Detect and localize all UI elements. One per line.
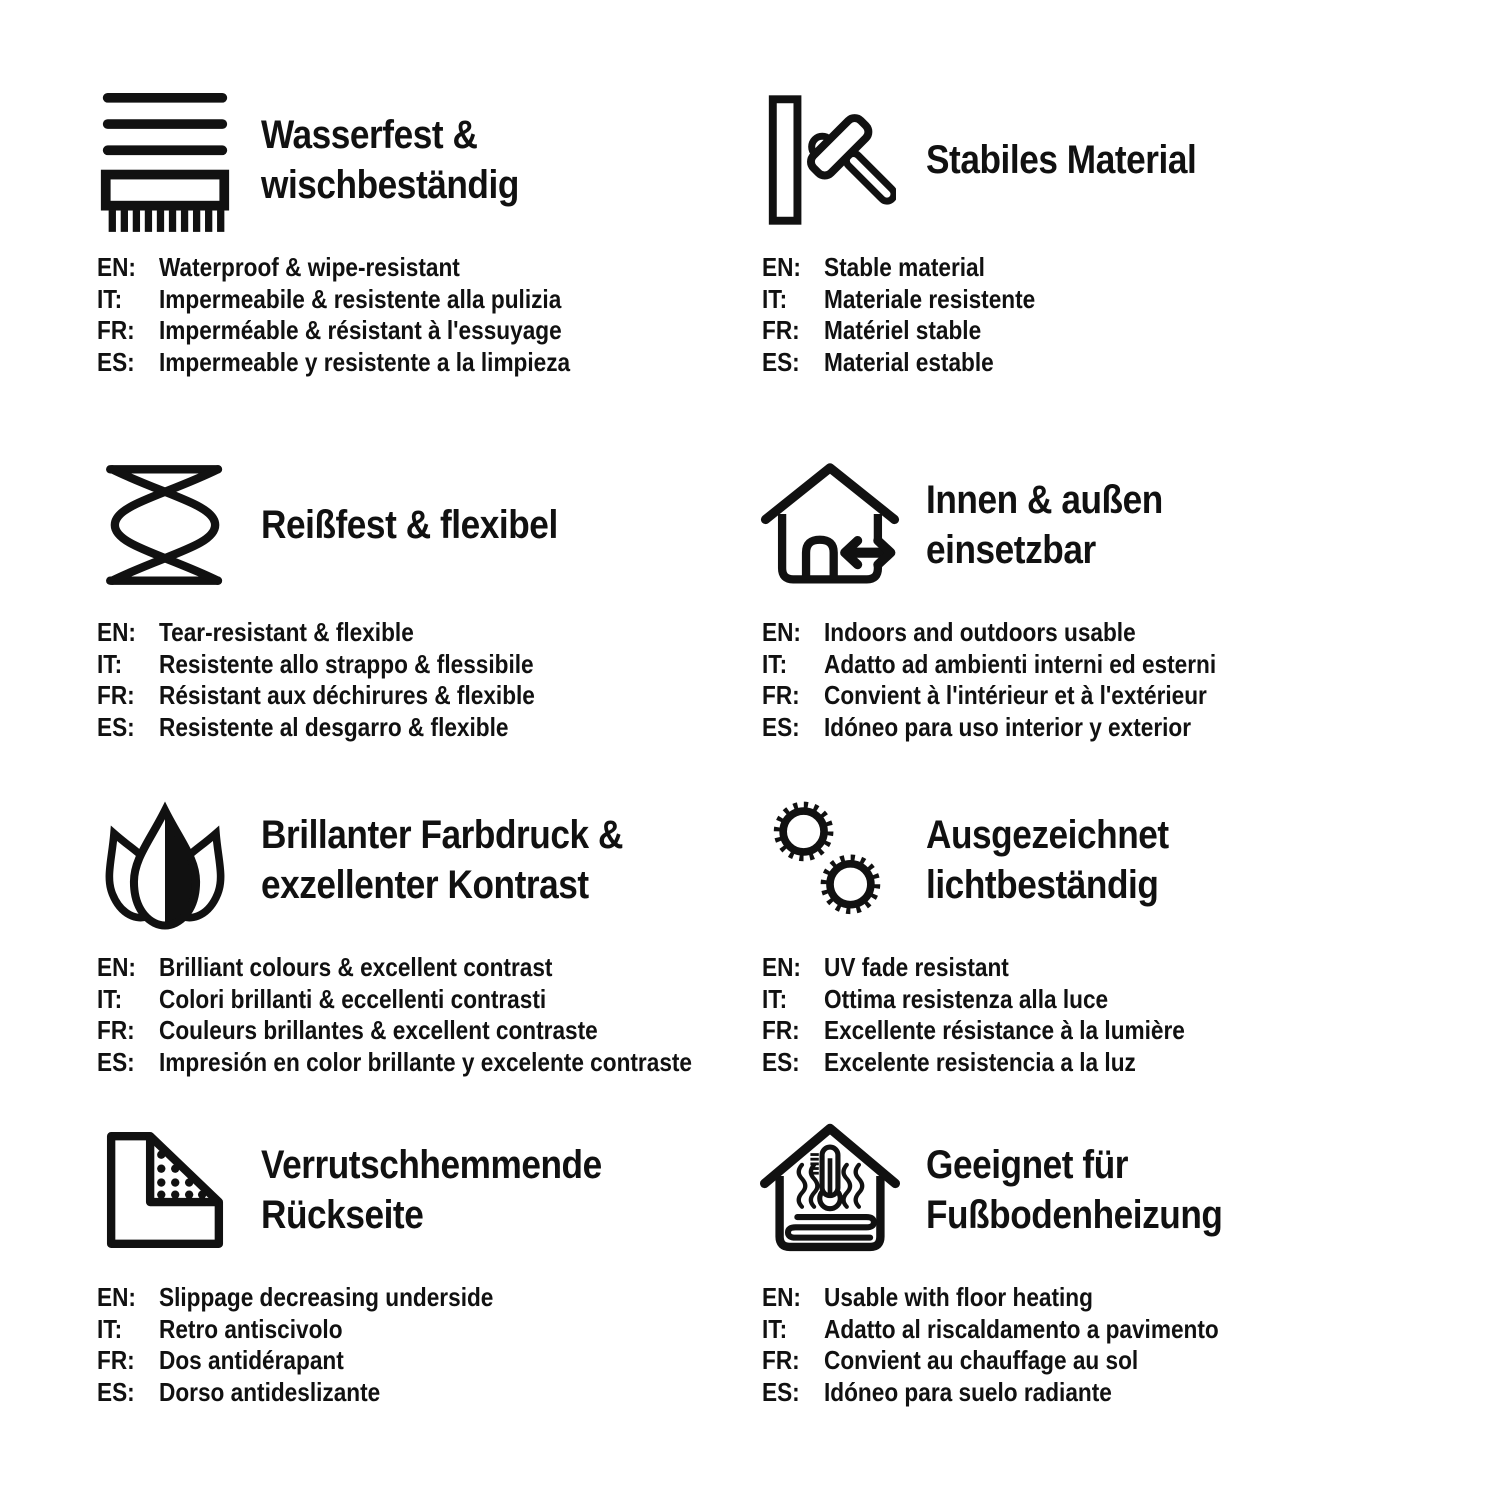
lang-label: IT:	[97, 983, 123, 1014]
lang-text: Stable material	[824, 252, 985, 282]
translation-list	[762, 617, 1425, 743]
translation-list	[97, 617, 760, 743]
lang-text: Ottima resistenza alla luce	[824, 983, 1109, 1014]
lang-label: EN:	[762, 617, 801, 647]
lang-label: ES:	[762, 1376, 800, 1407]
hammer-test-icon	[760, 94, 900, 226]
title-line: Ausgezeichnet	[926, 813, 1169, 857]
lang-text: Excellente résistance à la lumière	[824, 1015, 1185, 1046]
lang-text: Dorso antideslizante	[159, 1376, 381, 1407]
title-line: Reißfest & flexibel	[261, 503, 558, 547]
feature-header	[760, 1116, 1425, 1264]
lang-text: Resistente allo strappo & flessibile	[159, 648, 534, 679]
feature-title	[261, 810, 623, 910]
ink-drops-icon	[95, 790, 235, 930]
lang-label: IT:	[762, 1313, 788, 1344]
house-arrows-icon	[760, 458, 900, 592]
feature-tear-resistant	[95, 451, 760, 786]
lang-label: IT:	[762, 283, 788, 314]
lang-text: Tear-resistant & flexible	[159, 617, 414, 647]
feature-header	[95, 1116, 760, 1264]
feature-title	[261, 500, 558, 550]
feature-header	[760, 451, 1425, 599]
layers-brush-icon	[95, 87, 235, 233]
lang-label: EN:	[97, 952, 136, 982]
lang-label: ES:	[762, 711, 800, 742]
title-line: Stabiles Material	[926, 138, 1197, 182]
lang-text: Couleurs brillantes & excellent contraste	[159, 1015, 598, 1046]
feature-brilliant-print	[95, 786, 760, 1116]
lang-label: EN:	[97, 617, 136, 647]
title-line: Brillanter Farbdruck &	[261, 813, 623, 857]
translation-list	[762, 1282, 1425, 1408]
title-line: exzellenter Kontrast	[261, 863, 589, 907]
feature-title	[261, 110, 519, 210]
lang-label: ES:	[762, 1046, 800, 1077]
lang-text: Impermeable y resistente a la limpieza	[159, 346, 571, 377]
lang-label: IT:	[762, 648, 788, 679]
lang-label: FR:	[762, 315, 800, 346]
feature-light-resistant	[760, 786, 1425, 1116]
lang-label: ES:	[97, 1376, 135, 1407]
lang-label: EN:	[97, 1282, 136, 1312]
feature-stable-material	[760, 86, 1425, 451]
translation-list	[762, 952, 1425, 1078]
lang-text: Dos antidérapant	[159, 1345, 344, 1376]
title-line: Wasserfest &	[261, 113, 478, 157]
feature-header	[95, 86, 760, 234]
title-line: wischbeständig	[261, 163, 519, 207]
lang-label: FR:	[97, 680, 135, 711]
title-line: Fußbodenheizung	[926, 1193, 1223, 1237]
lang-label: IT:	[762, 983, 788, 1014]
lang-text: Materiale resistente	[824, 283, 1036, 314]
translation-list	[97, 1282, 760, 1408]
lang-text: UV fade resistant	[824, 952, 1009, 982]
lang-label: ES:	[97, 1046, 135, 1077]
lang-text: Idóneo para uso interior y exterior	[824, 711, 1192, 742]
lang-text: Adatto al riscaldamento a pavimento	[824, 1313, 1219, 1344]
feature-title	[926, 135, 1196, 185]
lang-text: Impresión en color brillante y excelente contraste	[159, 1046, 693, 1077]
lang-text: Slippage decreasing underside	[159, 1282, 494, 1312]
lang-label: FR:	[762, 680, 800, 711]
lang-text: Resistente al desgarro & flexible	[159, 711, 509, 742]
feature-header	[95, 786, 760, 934]
folded-corner-icon	[95, 1125, 235, 1255]
lang-text: Convient au chauffage au sol	[824, 1345, 1139, 1376]
lang-label: IT:	[97, 283, 123, 314]
lang-text: Material estable	[824, 346, 994, 377]
lang-text: Impermeabile & resistente alla pulizia	[159, 283, 562, 314]
title-line: einsetzbar	[926, 528, 1096, 572]
lang-text: Indoors and outdoors usable	[824, 617, 1136, 647]
feature-header	[760, 86, 1425, 234]
lang-text: Retro antiscivolo	[159, 1313, 343, 1344]
translation-list	[97, 252, 760, 378]
lang-text: Excelente resistencia a la luz	[824, 1046, 1136, 1077]
lang-text: Waterproof & wipe-resistant	[159, 252, 460, 282]
lang-text: Idóneo para suelo radiante	[824, 1376, 1112, 1407]
feature-indoor-outdoor	[760, 451, 1425, 786]
lang-text: Colori brillanti & eccellenti contrasti	[159, 983, 547, 1014]
feature-title	[261, 1140, 602, 1240]
lang-label: IT:	[97, 1313, 123, 1344]
lang-label: ES:	[97, 711, 135, 742]
feature-floor-heating	[760, 1116, 1425, 1500]
twist-flex-icon	[95, 460, 235, 590]
feature-waterproof	[95, 86, 760, 451]
lang-text: Usable with floor heating	[824, 1282, 1093, 1312]
lang-label: FR:	[762, 1015, 800, 1046]
lang-text: Résistant aux déchirures & flexible	[159, 680, 535, 711]
floor-heating-icon	[760, 1120, 900, 1260]
lang-text: Matériel stable	[824, 315, 982, 346]
feature-header	[760, 786, 1425, 934]
title-line: Geeignet für	[926, 1143, 1129, 1187]
lang-text: Adatto ad ambienti interni ed esterni	[824, 648, 1217, 679]
lang-label: EN:	[762, 252, 801, 282]
lang-label: ES:	[762, 346, 800, 377]
translation-list	[762, 252, 1425, 378]
translation-list	[97, 952, 760, 1078]
lang-label: FR:	[97, 1345, 135, 1376]
feature-title	[926, 810, 1169, 910]
feature-non-slip	[95, 1116, 760, 1500]
lang-text: Convient à l'intérieur et à l'extérieur	[824, 680, 1207, 711]
lang-label: EN:	[762, 1282, 801, 1312]
lang-label: EN:	[97, 252, 136, 282]
title-line: Verrutschhemmende	[261, 1143, 602, 1187]
lang-label: EN:	[762, 952, 801, 982]
feature-header	[95, 451, 760, 599]
lang-text: Brilliant colours & excellent contrast	[159, 952, 553, 982]
feature-title	[926, 1140, 1222, 1240]
title-line: lichtbeständig	[926, 863, 1159, 907]
lang-label: FR:	[97, 315, 135, 346]
lang-label: FR:	[762, 1345, 800, 1376]
title-line: Innen & außen	[926, 478, 1163, 522]
lang-label: ES:	[97, 346, 135, 377]
feature-title	[926, 475, 1163, 575]
title-line: Rückseite	[261, 1193, 424, 1237]
lang-label: IT:	[97, 648, 123, 679]
lang-text: Imperméable & résistant à l'essuyage	[159, 315, 562, 346]
double-gear-sun-icon	[760, 794, 900, 926]
lang-label: FR:	[97, 1015, 135, 1046]
